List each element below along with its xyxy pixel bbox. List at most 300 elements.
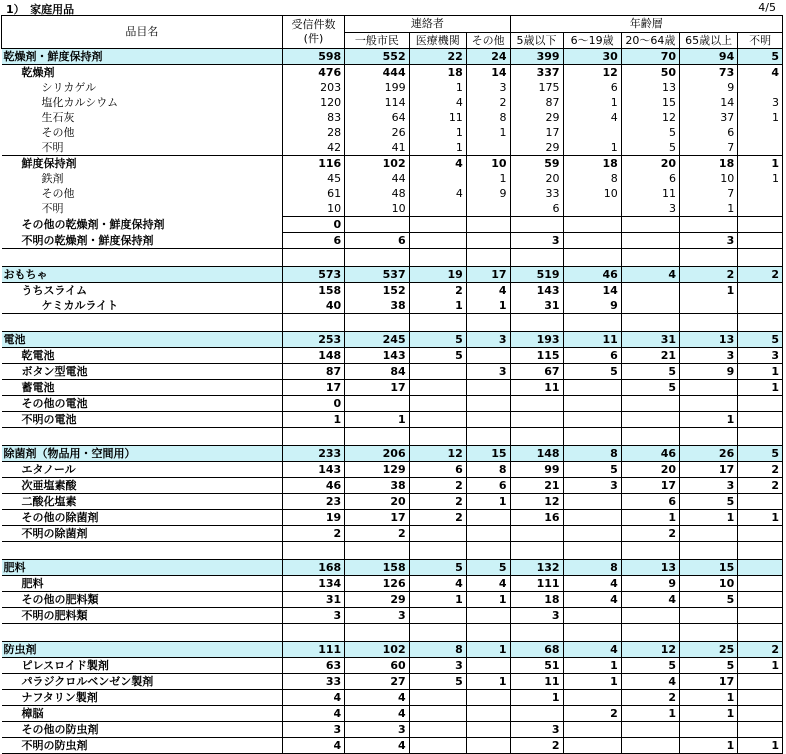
cell-value <box>680 217 738 233</box>
category-row <box>2 446 783 462</box>
cell-value: 12 <box>510 494 563 510</box>
cell-value: 111 <box>282 642 344 658</box>
category-row <box>2 267 783 283</box>
cell-value: 1 <box>563 140 621 156</box>
cell-value: 444 <box>345 65 409 81</box>
cell-value: 1 <box>680 201 738 217</box>
row-label: 蓄電池 <box>2 380 283 396</box>
col-age1: 5歳以下 <box>510 33 563 49</box>
cell-value: 148 <box>510 446 563 462</box>
row-label: 不明の肥料類 <box>2 608 283 624</box>
cell-value: 120 <box>282 95 344 110</box>
cell-value: 1 <box>680 283 738 299</box>
cell-value: 143 <box>345 348 409 364</box>
cell-value: 33 <box>282 674 344 690</box>
cell-value <box>409 249 466 267</box>
cell-value: 99 <box>510 462 563 478</box>
cell-value <box>621 233 679 249</box>
cell-value <box>345 314 409 332</box>
cell-value <box>680 396 738 412</box>
cell-value <box>409 690 466 706</box>
cell-value: 5 <box>409 560 466 576</box>
cell-value: 1 <box>466 171 510 186</box>
cell-value <box>466 314 510 332</box>
cell-value: 1 <box>345 412 409 428</box>
cell-value <box>409 233 466 249</box>
col-count <box>282 16 344 49</box>
row-label: ボタン型電池 <box>2 364 283 380</box>
cell-value <box>510 314 563 332</box>
row-label: 肥料 <box>2 560 283 576</box>
row-label: 乾電池 <box>2 348 283 364</box>
cell-value: 30 <box>563 49 621 65</box>
cell-value <box>680 542 738 560</box>
cell-value: 175 <box>510 80 563 95</box>
cell-value: 87 <box>510 95 563 110</box>
cell-value: 7 <box>680 186 738 201</box>
cell-value: 6 <box>680 125 738 140</box>
cell-value: 3 <box>510 608 563 624</box>
cell-value <box>510 428 563 446</box>
cell-value <box>345 396 409 412</box>
cell-value <box>621 314 679 332</box>
cell-value <box>345 428 409 446</box>
row-label: パラジクロルベンゼン製剤 <box>2 674 283 690</box>
cell-value: 4 <box>409 576 466 592</box>
cell-value <box>510 412 563 428</box>
cell-value: 18 <box>409 65 466 81</box>
cell-value: 84 <box>345 364 409 380</box>
cell-value: 68 <box>510 642 563 658</box>
cell-value: 4 <box>282 706 344 722</box>
cell-value: 63 <box>282 658 344 674</box>
cell-value <box>563 233 621 249</box>
cell-value <box>738 80 783 95</box>
cell-value: 2 <box>621 690 679 706</box>
cell-value: 15 <box>621 95 679 110</box>
cell-value: 1 <box>510 690 563 706</box>
cell-value: 5 <box>738 332 783 348</box>
cell-value <box>563 201 621 217</box>
col-unknown: 不明 <box>738 33 783 49</box>
cell-value: 2 <box>680 267 738 283</box>
item-row <box>2 125 783 140</box>
cell-value: 2 <box>738 462 783 478</box>
col-medical: 医療機関 <box>409 33 466 49</box>
cell-value: 8 <box>466 110 510 125</box>
cell-value: 6 <box>409 462 466 478</box>
cell-value: 519 <box>510 267 563 283</box>
row-label <box>2 314 283 332</box>
col-other: その他 <box>466 33 510 49</box>
cell-value: 2 <box>409 494 466 510</box>
row-label: その他 <box>41 187 75 200</box>
cell-value: 1 <box>680 706 738 722</box>
cell-value: 1 <box>680 412 738 428</box>
row-label: 電池 <box>2 332 283 348</box>
cell-value: 17 <box>680 462 738 478</box>
cell-value: 6 <box>563 348 621 364</box>
cell-value: 31 <box>510 298 563 314</box>
cell-value: 4 <box>345 706 409 722</box>
cell-value <box>738 412 783 428</box>
cell-value <box>738 706 783 722</box>
cell-value: 17 <box>282 380 344 396</box>
cell-value: 17 <box>345 510 409 526</box>
cell-value: 2 <box>409 478 466 494</box>
cell-value: 8 <box>563 560 621 576</box>
row-label: うちスライム <box>2 283 283 299</box>
cell-value <box>510 396 563 412</box>
cell-value <box>621 412 679 428</box>
cell-value <box>738 283 783 299</box>
cell-value <box>563 738 621 754</box>
row-label: 不明 <box>41 141 64 154</box>
cell-value: 17 <box>510 125 563 140</box>
row-label: 不明 <box>41 202 64 216</box>
cell-value: 1 <box>563 658 621 674</box>
cell-value: 94 <box>680 49 738 65</box>
cell-value <box>621 624 679 642</box>
cell-value: 3 <box>680 478 738 494</box>
cell-value <box>738 140 783 156</box>
cell-value: 5 <box>680 494 738 510</box>
cell-value: 4 <box>282 690 344 706</box>
spacer-row <box>2 542 783 560</box>
row-label: エタノール <box>2 462 283 478</box>
cell-value: 126 <box>345 576 409 592</box>
cell-value: 64 <box>345 110 409 125</box>
cell-value <box>510 706 563 722</box>
cell-value: 3 <box>563 478 621 494</box>
cell-value <box>409 201 466 217</box>
cell-value: 5 <box>621 364 679 380</box>
cell-value: 17 <box>680 674 738 690</box>
row-label: ナフタリン製剤 <box>2 690 283 706</box>
subcategory-row <box>2 592 783 608</box>
cell-value: 87 <box>282 364 344 380</box>
row-label: 生石灰 <box>41 111 75 124</box>
cell-value: 233 <box>282 446 344 462</box>
cell-value: 6 <box>282 233 344 249</box>
cell-value: 22 <box>409 49 466 65</box>
subcategory-row <box>2 396 783 412</box>
cell-value <box>621 249 679 267</box>
cell-value: 40 <box>282 298 344 314</box>
cell-value: 42 <box>282 140 344 156</box>
row-label: 鉄剤 <box>41 172 64 185</box>
item-row <box>2 298 783 314</box>
cell-value: 20 <box>510 171 563 186</box>
cell-value: 4 <box>738 65 783 81</box>
cell-value: 13 <box>680 332 738 348</box>
cell-value: 8 <box>563 446 621 462</box>
cell-value: 41 <box>345 140 409 156</box>
cell-value <box>466 706 510 722</box>
cell-value: 9 <box>563 298 621 314</box>
subcategory-row <box>2 674 783 690</box>
subcategory-row <box>2 494 783 510</box>
cell-value: 17 <box>621 478 679 494</box>
cell-value: 26 <box>345 125 409 140</box>
cell-value: 476 <box>282 65 344 81</box>
cell-value: 13 <box>621 560 679 576</box>
cell-value <box>466 140 510 156</box>
cell-value <box>563 624 621 642</box>
cell-value: 102 <box>345 642 409 658</box>
cell-value: 115 <box>510 348 563 364</box>
cell-value: 2 <box>282 526 344 542</box>
cell-value <box>621 542 679 560</box>
cell-value <box>563 314 621 332</box>
cell-value: 21 <box>510 478 563 494</box>
cell-value: 1 <box>621 706 679 722</box>
cell-value <box>621 738 679 754</box>
cell-value: 168 <box>282 560 344 576</box>
cell-value: 11 <box>510 380 563 396</box>
spacer-row <box>2 249 783 267</box>
cell-value: 1 <box>282 412 344 428</box>
cell-value <box>282 314 344 332</box>
cell-value <box>409 542 466 560</box>
data-table <box>1 15 783 754</box>
cell-value: 1 <box>738 380 783 396</box>
cell-value <box>409 722 466 738</box>
cell-value <box>563 510 621 526</box>
cell-value: 245 <box>345 332 409 348</box>
cell-value: 2 <box>510 738 563 754</box>
cell-value: 33 <box>510 186 563 201</box>
cell-value <box>563 125 621 140</box>
subcategory-row <box>2 380 783 396</box>
subcategory-row <box>2 217 783 233</box>
cell-value <box>409 380 466 396</box>
row-label: 樟脳 <box>2 706 283 722</box>
cell-value <box>738 314 783 332</box>
cell-value: 2 <box>738 267 783 283</box>
cell-value: 3 <box>510 722 563 738</box>
row-label: 二酸化塩素 <box>2 494 283 510</box>
cell-value: 4 <box>563 110 621 125</box>
cell-value: 4 <box>409 156 466 172</box>
row-label: ケミカルライト <box>41 299 119 312</box>
cell-value <box>466 608 510 624</box>
cell-value <box>738 542 783 560</box>
cell-value <box>680 380 738 396</box>
cell-value <box>621 396 679 412</box>
row-label: その他の防虫剤 <box>2 722 283 738</box>
cell-value <box>738 201 783 217</box>
subcategory-row <box>2 478 783 494</box>
cell-value: 337 <box>510 65 563 81</box>
cell-value: 9 <box>621 576 679 592</box>
row-label: 除菌剤（物品用・空間用） <box>2 446 283 462</box>
row-label: 不明の電池 <box>2 412 283 428</box>
cell-value: 3 <box>680 348 738 364</box>
cell-value <box>621 428 679 446</box>
cell-value: 10 <box>466 156 510 172</box>
cell-value <box>409 526 466 542</box>
cell-value: 9 <box>466 186 510 201</box>
cell-value: 4 <box>621 592 679 608</box>
cell-value <box>345 542 409 560</box>
cell-value <box>466 722 510 738</box>
cell-value: 1 <box>680 690 738 706</box>
cell-value: 0 <box>282 217 344 233</box>
cell-value <box>738 217 783 233</box>
row-label: 乾燥剤・鮮度保持剤 <box>2 49 283 65</box>
category-row <box>2 560 783 576</box>
cell-value: 31 <box>621 332 679 348</box>
cell-value: 3 <box>738 348 783 364</box>
cell-value: 13 <box>621 80 679 95</box>
cell-value: 1 <box>409 80 466 95</box>
cell-value <box>738 298 783 314</box>
cell-value: 203 <box>282 80 344 95</box>
cell-value: 14 <box>680 95 738 110</box>
cell-value: 18 <box>510 592 563 608</box>
cell-value <box>466 510 510 526</box>
cell-value <box>345 217 409 233</box>
cell-value: 5 <box>680 658 738 674</box>
col-age4: 65歳以上 <box>680 33 738 49</box>
cell-value: 3 <box>466 332 510 348</box>
cell-value <box>738 624 783 642</box>
cell-value: 1 <box>466 592 510 608</box>
cell-value <box>282 624 344 642</box>
cell-value <box>409 314 466 332</box>
cell-value: 5 <box>680 592 738 608</box>
subcategory-row <box>2 658 783 674</box>
cell-value: 116 <box>282 156 344 172</box>
cell-value <box>563 722 621 738</box>
cell-value: 2 <box>621 526 679 542</box>
cell-value: 2 <box>466 95 510 110</box>
category-row <box>2 332 783 348</box>
cell-value: 134 <box>282 576 344 592</box>
cell-value: 4 <box>345 690 409 706</box>
cell-value: 8 <box>466 462 510 478</box>
page-title: 1） 家庭用品 <box>6 3 75 16</box>
cell-value <box>409 738 466 754</box>
cell-value <box>510 249 563 267</box>
row-label <box>2 249 283 267</box>
cell-value: 10 <box>563 186 621 201</box>
cell-value: 5 <box>409 674 466 690</box>
cell-value: 5 <box>738 446 783 462</box>
cell-value <box>738 249 783 267</box>
subcategory-row <box>2 690 783 706</box>
subcategory-row <box>2 348 783 364</box>
cell-value: 1 <box>738 510 783 526</box>
cell-value: 5 <box>563 364 621 380</box>
cell-value: 2 <box>409 510 466 526</box>
cell-value: 3 <box>409 658 466 674</box>
row-label: 不明の除菌剤 <box>2 526 283 542</box>
cell-value <box>409 364 466 380</box>
cell-value: 5 <box>466 560 510 576</box>
cell-value <box>680 608 738 624</box>
cell-value: 6 <box>345 233 409 249</box>
cell-value: 15 <box>680 560 738 576</box>
item-row <box>2 110 783 125</box>
cell-value: 552 <box>345 49 409 65</box>
item-row <box>2 186 783 201</box>
cell-value <box>680 624 738 642</box>
cell-value: 26 <box>680 446 738 462</box>
cell-value <box>680 314 738 332</box>
cell-value: 48 <box>345 186 409 201</box>
cell-value: 1 <box>738 364 783 380</box>
row-label <box>2 542 283 560</box>
cell-value: 9 <box>680 364 738 380</box>
spacer-row <box>2 428 783 446</box>
row-label: 乾燥剤 <box>2 65 283 81</box>
cell-value: 17 <box>466 267 510 283</box>
cell-value <box>510 526 563 542</box>
cell-value: 38 <box>345 298 409 314</box>
cell-value <box>409 412 466 428</box>
cell-value: 7 <box>680 140 738 156</box>
cell-value: 1 <box>680 738 738 754</box>
cell-value <box>621 722 679 738</box>
cell-value: 114 <box>345 95 409 110</box>
row-label: ピレスロイド製剤 <box>2 658 283 674</box>
cell-value: 5 <box>409 332 466 348</box>
cell-value: 399 <box>510 49 563 65</box>
cell-value: 573 <box>282 267 344 283</box>
cell-value: 18 <box>563 156 621 172</box>
cell-value <box>738 722 783 738</box>
cell-value <box>282 249 344 267</box>
cell-value <box>466 380 510 396</box>
cell-value: 11 <box>563 332 621 348</box>
cell-value <box>738 428 783 446</box>
cell-value: 2 <box>738 478 783 494</box>
cell-value: 73 <box>680 65 738 81</box>
cell-value: 5 <box>738 49 783 65</box>
row-label: おもちゃ <box>2 267 283 283</box>
cell-value: 4 <box>563 592 621 608</box>
cell-value: 6 <box>510 201 563 217</box>
cell-value: 4 <box>466 283 510 299</box>
cell-value <box>680 526 738 542</box>
cell-value: 3 <box>345 722 409 738</box>
cell-value: 199 <box>345 80 409 95</box>
item-row <box>2 95 783 110</box>
cell-value <box>563 608 621 624</box>
cell-value: 16 <box>510 510 563 526</box>
cell-value: 5 <box>409 348 466 364</box>
row-label <box>2 624 283 642</box>
cell-value: 1 <box>738 110 783 125</box>
row-label: 次亜塩素酸 <box>2 478 283 494</box>
cell-value: 29 <box>510 140 563 156</box>
cell-value: 598 <box>282 49 344 65</box>
cell-value: 4 <box>563 576 621 592</box>
cell-value: 44 <box>345 171 409 186</box>
cell-value: 1 <box>466 494 510 510</box>
cell-value: 158 <box>282 283 344 299</box>
cell-value <box>409 624 466 642</box>
row-label: 鮮度保持剤 <box>2 156 283 172</box>
subcategory-row <box>2 364 783 380</box>
cell-value: 20 <box>345 494 409 510</box>
cell-value: 8 <box>409 642 466 658</box>
col-age2: 6～19歳 <box>563 33 621 49</box>
cell-value: 11 <box>409 110 466 125</box>
cell-value: 1 <box>409 140 466 156</box>
